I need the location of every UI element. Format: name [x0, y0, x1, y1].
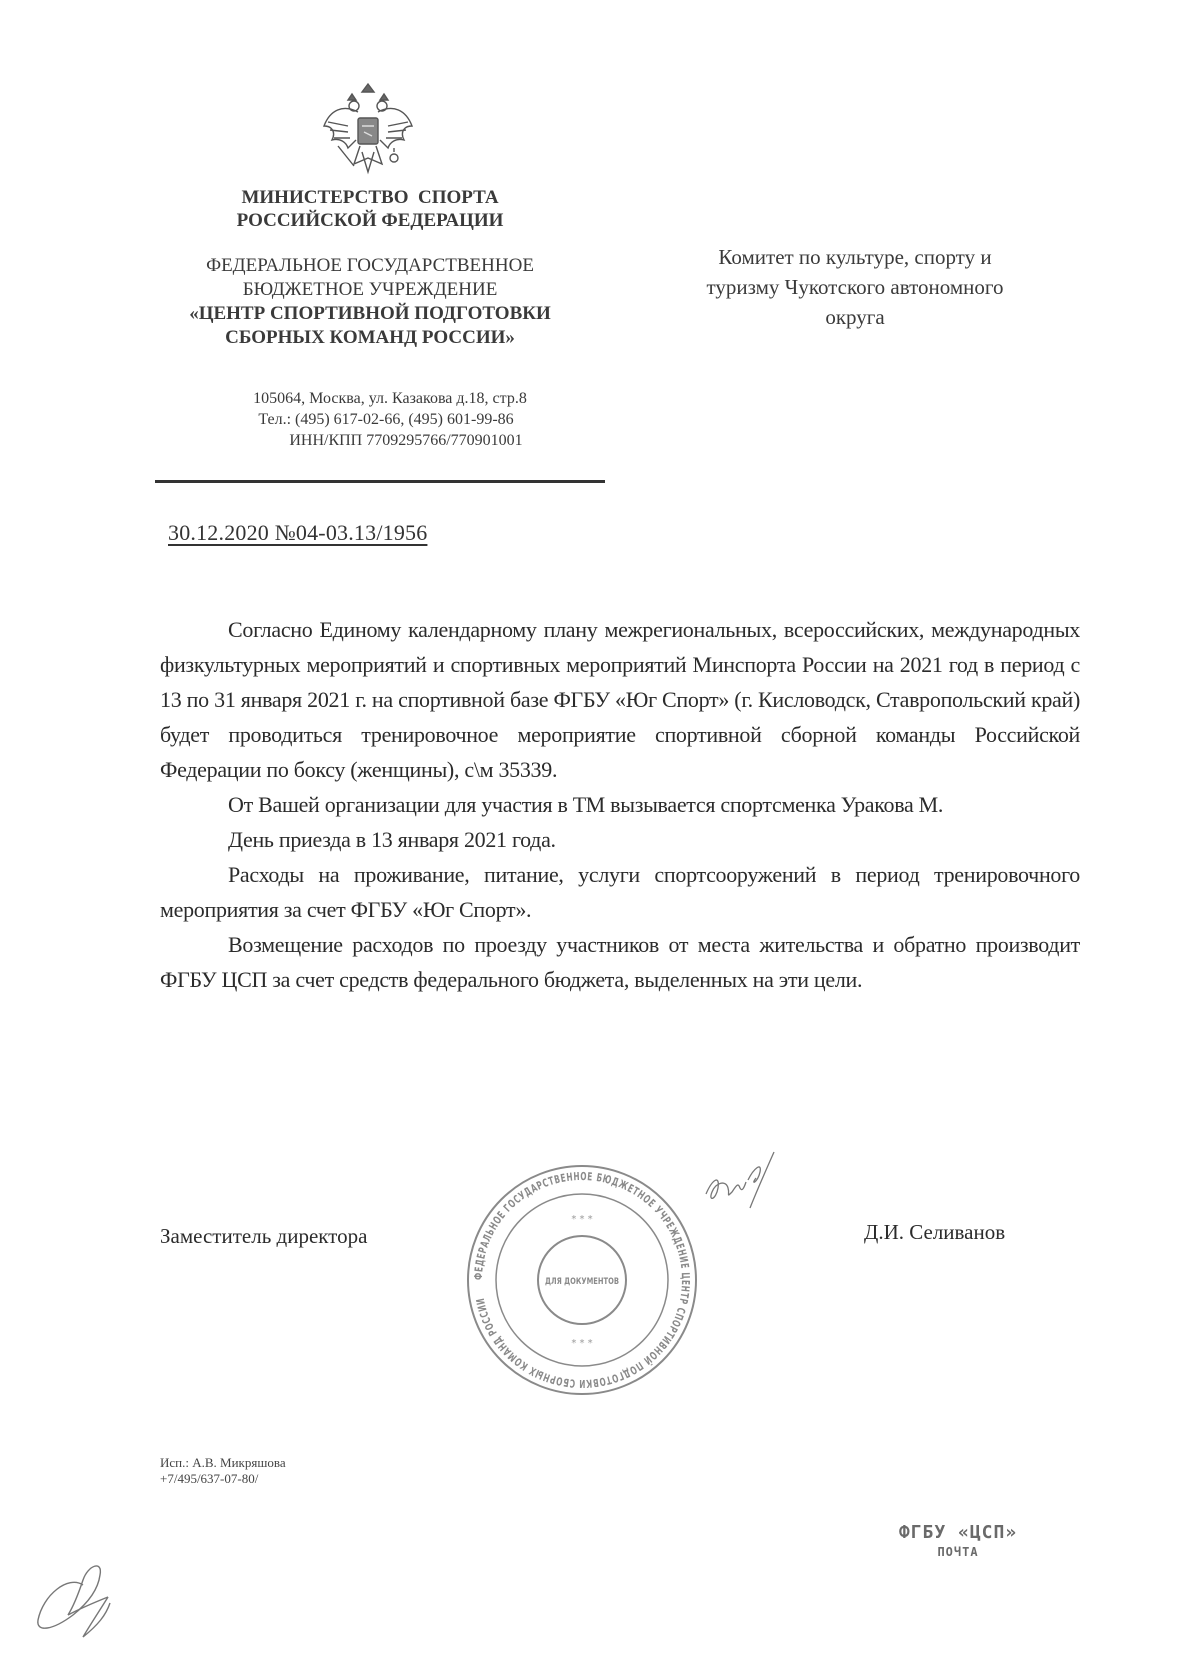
- body-paragraph: Согласно Единому календарному плану межрегиональных, всероссийских, международных физкультурных мероприятий и спортивных мероприятий Минспорта России на 2021 год в период с 13 по 31 января 2021 г. на спортивной базе ФГБУ «Юг Спорт» (г. Кисловодск, Ставропольский край) будет проводиться тренировочное мероприятие спортивной сборной команды Российской Федерации по боксу (женщины), с\м 35339.: [160, 617, 1080, 782]
- seal-inner-text: ДЛЯ ДОКУМЕНТОВ: [545, 1277, 620, 1287]
- org-address: 105064, Москва, ул. Казакова д.18, стр.8: [253, 390, 527, 407]
- ministry-line-1: МИНИСТЕРСТВО СПОРТА: [241, 187, 499, 208]
- executor-name: Исп.: А.В. Микряшова: [160, 1455, 286, 1470]
- double-headed-eagle-emblem-icon: [318, 82, 418, 184]
- mail-stamp: [888, 1522, 1028, 1559]
- org-phone: Тел.: (495) 617-02-66, (495) 601-99-86: [258, 411, 514, 428]
- executor-info: [160, 1455, 286, 1487]
- body-paragraph: Расходы на проживание, питание, услуги спортсооружений в период тренировочного мероприятия за счет ФГБУ «Юг Спорт».: [160, 862, 1080, 922]
- mail-stamp-org: ФГБУ «ЦСП»: [898, 1522, 1018, 1543]
- ministry-line-2: РОССИЙСКОЙ ФЕДЕРАЦИИ: [236, 210, 504, 231]
- recipient-block: [640, 242, 1070, 332]
- recipient-line-2: туризму Чукотского автономного: [706, 275, 1004, 299]
- registration-number: 30.12.2020 №04-03.13/1956: [168, 520, 428, 545]
- recipient-line-1: Комитет по культуре, спорту и: [718, 245, 992, 269]
- svg-text:* * *: * * *: [571, 1214, 593, 1225]
- seal-ring-text: ФЕДЕРАЛЬНОЕ ГОСУДАРСТВЕННОЕ БЮДЖЕТНОЕ УЧРЕЖДЕНИЕ ЦЕНТР СПОРТИВНОЙ ПОДГОТОВКИ СБОРНЫХ КОМАНД РОССИИ: [471, 1169, 693, 1391]
- org-line-3: «ЦЕНТР СПОРТИВНОЙ ПОДГОТОВКИ: [189, 303, 551, 324]
- organization-name: [140, 254, 600, 350]
- executor-phone: +7/495/637-07-80/: [160, 1471, 259, 1486]
- body-paragraph: От Вашей организации для участия в ТМ вызывается спортсменка Уракова М.: [228, 792, 944, 817]
- recipient-line-3: округа: [825, 305, 885, 329]
- official-seal-stamp: [462, 1160, 702, 1400]
- body-paragraph: Возмещение расходов по проезду участников от места жительства и обратно производит ФГБУ ЦСП за счет средств федерального бюджета, выделенных на эти цели.: [160, 932, 1080, 992]
- signatory-title: Заместитель директора: [160, 1224, 368, 1248]
- org-line-1: ФЕДЕРАЛЬНОЕ ГОСУДАРСТВЕННОЕ: [206, 255, 534, 276]
- handwritten-signature: [700, 1150, 780, 1210]
- body-paragraph: День приезда в 13 января 2021 года.: [228, 827, 556, 852]
- org-line-2: БЮДЖЕТНОЕ УЧРЕЖДЕНИЕ: [242, 279, 498, 300]
- org-line-4: СБОРНЫХ КОМАНД РОССИИ»: [225, 327, 515, 348]
- svg-text:* * *: * * *: [571, 1338, 593, 1349]
- ministry-name: [140, 186, 600, 232]
- letterhead-divider: [155, 480, 605, 483]
- mail-stamp-label: ПОЧТА: [937, 1545, 979, 1559]
- org-contacts: [140, 388, 600, 451]
- org-inn-kpp: ИНН/КПП 7709295766/770901001: [289, 432, 523, 449]
- handwritten-initials: [28, 1545, 138, 1640]
- signatory-name: Д.И. Селиванов: [864, 1220, 1006, 1244]
- letter-body: [160, 612, 1080, 997]
